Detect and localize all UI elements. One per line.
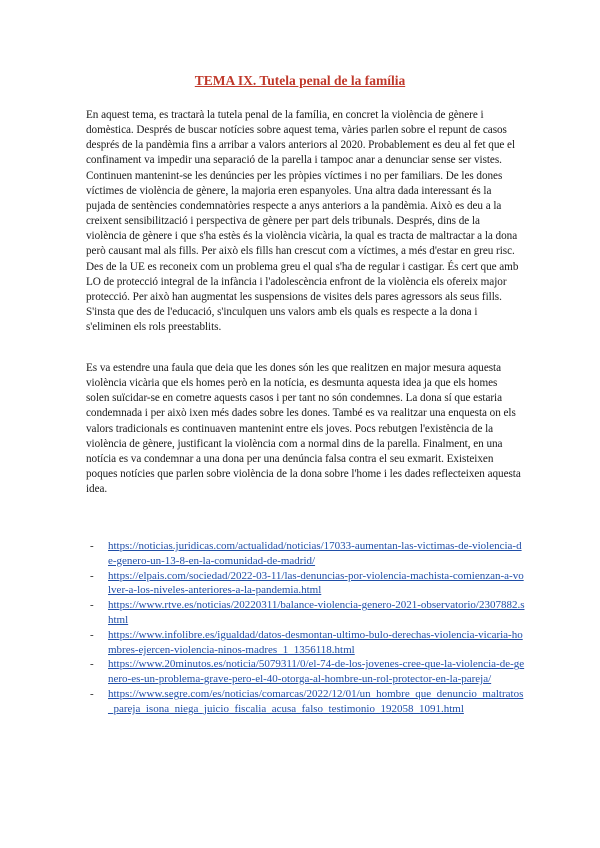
- list-item: [86, 598, 526, 628]
- list-item: [86, 569, 526, 599]
- source-link-4[interactable]: https://www.infolibre.es/igualdad/datos-desmontan-ultimo-bulo-derechas-violencia-vicaria-hombres-ejercen-violencia-ninos-madres_1_1356118.html: [108, 628, 523, 656]
- bullet-dash: -: [90, 658, 94, 671]
- bullet-dash: -: [90, 599, 94, 612]
- paragraph-2: Es va estendre una faula que deia que les dones són les que realitzen en major mesura aquesta violència vicària que els homes però en la notícia, es desmunta aquesta idea ja que els homes solen suïcidar-se en cometre aquests casos i per tant no són condemnes. La dona sí que estaria condemnada i per això ixen més dades sobre les dones. També es va realitzar una enquesta on els valors tradicionals es continuaven mantenint entre els joves. Pocs rebutgen l'existència de la violència de gènere, justificant la violència com a normal dins de la parella. Finalment, en una notícia es va condemnar a una dona per una denúncia falsa contra el seu exmarit. Existeixen poques notícies que parlen sobre violència de la dona sobre l'home i les dades reflecteixen aquesta idea.: [86, 362, 521, 496]
- document-title: TEMA IX. Tutela penal de la família: [194, 73, 406, 88]
- bullet-dash: -: [90, 687, 94, 700]
- source-link-2[interactable]: https://elpais.com/sociedad/2022-03-11/las-denuncias-por-violencia-machista-comienzan-a-volver-a-los-niveles-anteriores-a-la-pandemia.html: [108, 569, 524, 597]
- bullet-dash: -: [90, 628, 94, 641]
- source-link-5[interactable]: https://www.20minutos.es/noticia/5079311/0/el-74-de-los-jovenes-cree-que-la-violencia-de-genero-es-un-problema-grave-pero-el-40-otorga-al-hombre-un-rol-protector-en-la-pareja/: [108, 658, 525, 686]
- source-link-3[interactable]: https://www.rtve.es/noticias/20220311/balance-violencia-genero-2021-observatorio/2307882.shtml: [108, 599, 525, 626]
- list-item: [86, 539, 526, 569]
- source-links-list: [86, 539, 526, 717]
- source-link-1[interactable]: https://noticias.juridicas.com/actualidad/noticias/17033-aumentan-las-victimas-de-violencia-de-genero-un-13-8-en-la-comunidad-de-madrid/: [108, 540, 522, 567]
- bullet-dash: -: [90, 569, 94, 582]
- list-item: [86, 687, 526, 717]
- list-item: [86, 628, 526, 658]
- paragraph-1: En aquest tema, es tractarà la tutela penal de la família, en concret la violència de gènere i domèstica. Després de buscar notícies sobre aquest tema, vàries parlen sobre el repunt de casos després de la pandèmia fins a arribar a valors anteriors al 2020. Probablement es deu al fet que el confinament va impedir una separació de la parella i tampoc anar a denunciar sense ser vistes. Continuen mantenint-se les denúncies per les pròpies víctimes i no per familiars. De les dones víctimes de violència de gènere, la majoria eren espanyoles. Una altra dada interessant és la pujada de sentències condemnatòries respecte a anys anteriors a la pandèmia. Això es deu a la creixent sensibilització i perspectiva de gènere per part dels tribunals. Després, dins de la violència de gènere i que s'ha estès és la violència vicària, la qual es tracta de maltractar a la dona però causant mal als fills. Per això els fills han crescut com a víctimes, a més d'estar en greu risc. Des de la UE es reconeix com un problema greu el qual s'ha de regular i castigar. És cert que amb LO de protecció integral de la infància i l'adolescència enfront de la violència els ofereix major protecció. Per això han augmentat les suspensions de visites dels pares agressors als seus fills. S'insta que des de l'educació, s'inculquen uns valors amb els quals es respecte a la dona i s'eliminen els rols preestablits.: [86, 109, 519, 334]
- bullet-dash: -: [90, 540, 94, 552]
- source-link-6[interactable]: https://www.segre.com/es/noticias/comarcas/2022/12/01/un_hombre_que_denuncio_maltratos_pareja_isona_niega_juicio_fiscalia_acusa_falso_testimonio_192058_1091.html: [108, 687, 524, 715]
- list-item: [86, 657, 526, 687]
